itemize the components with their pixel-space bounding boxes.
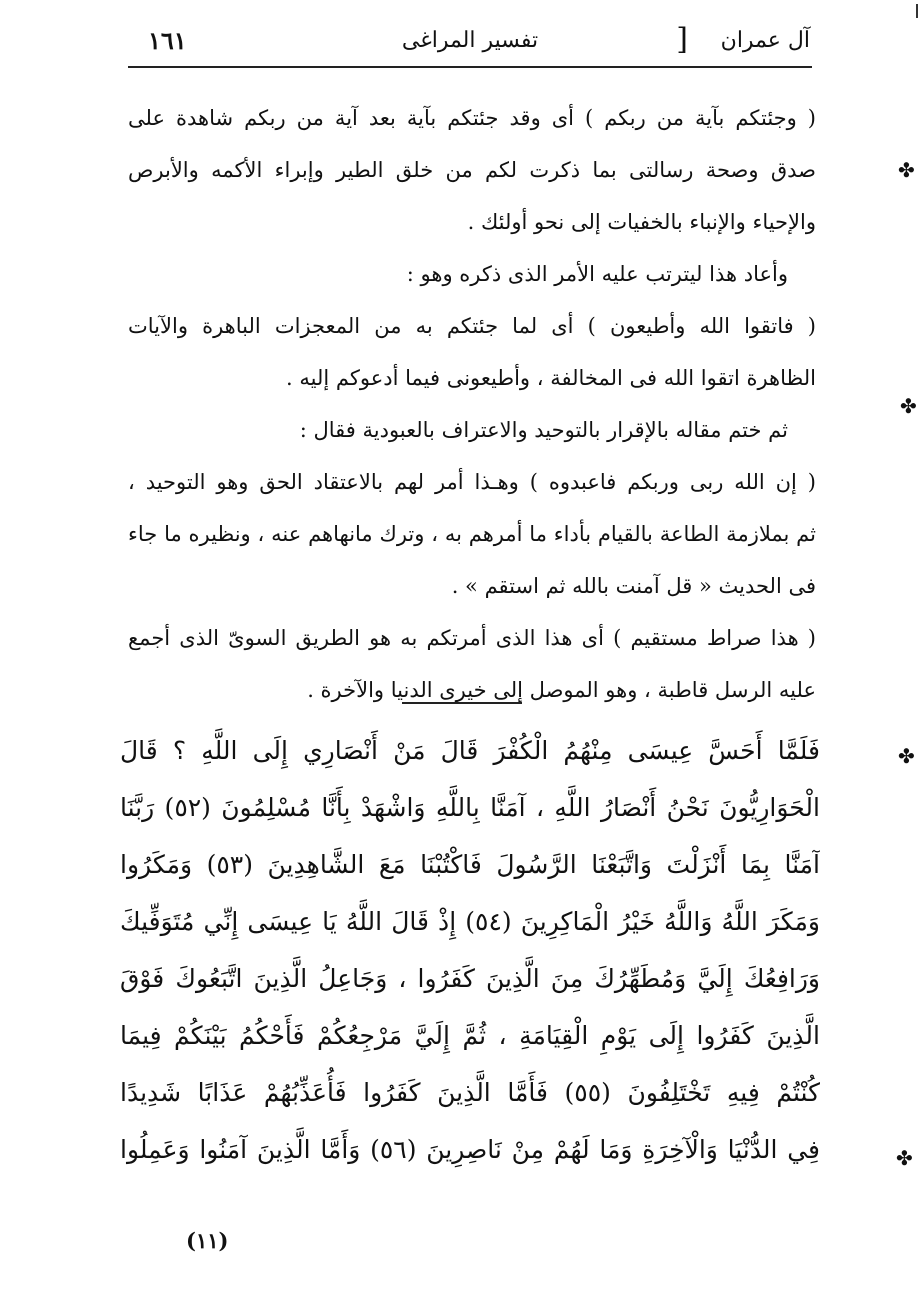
verse-line: آمَنَّا بِمَا أَنْزَلْتَ وَاتَّبَعْنَا الرَّسُولَ فَاكْتُبْنَا مَعَ الشَّاهِدِينَ (٥٣) وَمَكَرُوا xyxy=(120,850,820,879)
commentary-line: عليه الرسل قاطبة ، وهو الموصل إلى خيرى الدنيا والآخرة . xyxy=(307,678,816,702)
header-rule xyxy=(128,66,812,68)
commentary-line: ثم ختم مقاله بالإقرار بالتوحيد والاعتراف بالعبودية فقال : xyxy=(299,418,788,442)
commentary-line: وأعاد هذا ليترتب عليه الأمر الذى ذكره وهو : xyxy=(406,262,788,286)
quran-verses xyxy=(120,722,820,1178)
commentary-line: ثم بملازمة الطاعة بالقيام بأداء ما أمرهم به ، وترك مانهاهم عنه ، ونظيره ما جاء xyxy=(128,522,816,546)
ornament-icon: ✤ xyxy=(898,744,915,768)
section-separator xyxy=(402,702,522,704)
commentary-line: فى الحديث « قل آمنت بالله ثم استقم » . xyxy=(451,574,816,598)
verse-line: فِي الدُّنْيَا وَالْآخِرَةِ وَمَا لَهُمْ مِنْ نَاصِرِينَ (٥٦) وَأَمَّا الَّذِينَ آمَنُوا وَعَمِلُوا xyxy=(120,1135,820,1164)
verse-line: وَمَكَرَ اللَّهُ وَاللَّهُ خَيْرُ الْمَاكِرِينَ (٥٤) إِذْ قَالَ اللَّهُ يَا عِيسَى إِنِّي مُتَوَفِّيكَ xyxy=(120,907,820,936)
book-title: تفسير المراغى xyxy=(401,28,539,53)
header-bracket: ] xyxy=(676,22,688,57)
surah-name: آل عمران xyxy=(720,28,810,53)
commentary-block xyxy=(128,92,816,716)
commentary-line: ( فاتقوا الله وأطيعون ) أى لما جئتكم به من المعجزات الباهرة والآيات xyxy=(128,314,816,338)
verse-line: فَلَمَّا أَحَسَّ عِيسَى مِنْهُمُ الْكُفْرَ قَالَ مَنْ أَنْصَارِي إِلَى اللَّهِ ؟ قَالَ xyxy=(120,736,820,765)
page-number: ١٦١ xyxy=(148,26,187,55)
page-header xyxy=(130,20,810,68)
ornament-icon: ✤ xyxy=(898,158,915,182)
verse-line: وَرَافِعُكَ إِلَيَّ وَمُطَهِّرُكَ مِنَ الَّذِينَ كَفَرُوا ، وَجَاعِلُ الَّذِينَ اتَّبَعُوكَ فَوْقَ xyxy=(120,964,820,993)
commentary-line: ( هذا صراط مستقيم ) أى هذا الذى أمرتكم به هو الطريق السوىّ الذى أجمع xyxy=(128,626,816,650)
commentary-line: صدق وصحة رسالتى بما ذكرت لكم من خلق الطير وإبراء الأكمه والأبرص xyxy=(128,158,816,182)
commentary-line: ( إن الله ربى وربكم فاعبدوه ) وهـذا أمر لهم بالاعتقاد الحق وهو التوحيد ، xyxy=(128,470,816,494)
verse-line: الَّذِينَ كَفَرُوا إِلَى يَوْمِ الْقِيَامَةِ ، ثُمَّ إِلَيَّ مَرْجِعُكُمْ فَأَحْكُمُ بَيْنَكُمْ فِيمَا xyxy=(120,1021,820,1050)
edge-mark xyxy=(916,4,918,18)
signature-number: (١١) xyxy=(186,1228,229,1253)
verse-line: كُنْتُمْ فِيهِ تَخْتَلِفُونَ (٥٥) فَأَمَّا الَّذِينَ كَفَرُوا فَأُعَذِّبُهُمْ عَذَابًا شَدِيدًا xyxy=(120,1078,820,1107)
ornament-icon: ✤ xyxy=(896,1146,913,1170)
commentary-line: ( وجئتكم بآية من ربكم ) أى وقد جئتكم بآية بعد آية من ربكم شاهدة على xyxy=(128,106,816,130)
ornament-icon: ✤ xyxy=(900,394,917,418)
verse-line: الْحَوَارِيُّونَ نَحْنُ أَنْصَارُ اللَّهِ ، آمَنَّا بِاللَّهِ وَاشْهَدْ بِأَنَّا مُسْلِمُونَ (٥٢) رَبَّنَا xyxy=(120,793,820,822)
commentary-line: الظاهرة اتقوا الله فى المخالفة ، وأطيعونى فيما أدعوكم إليه . xyxy=(286,366,816,390)
commentary-line: والإحياء والإنباء بالخفيات إلى نحو أولئك . xyxy=(467,210,816,234)
